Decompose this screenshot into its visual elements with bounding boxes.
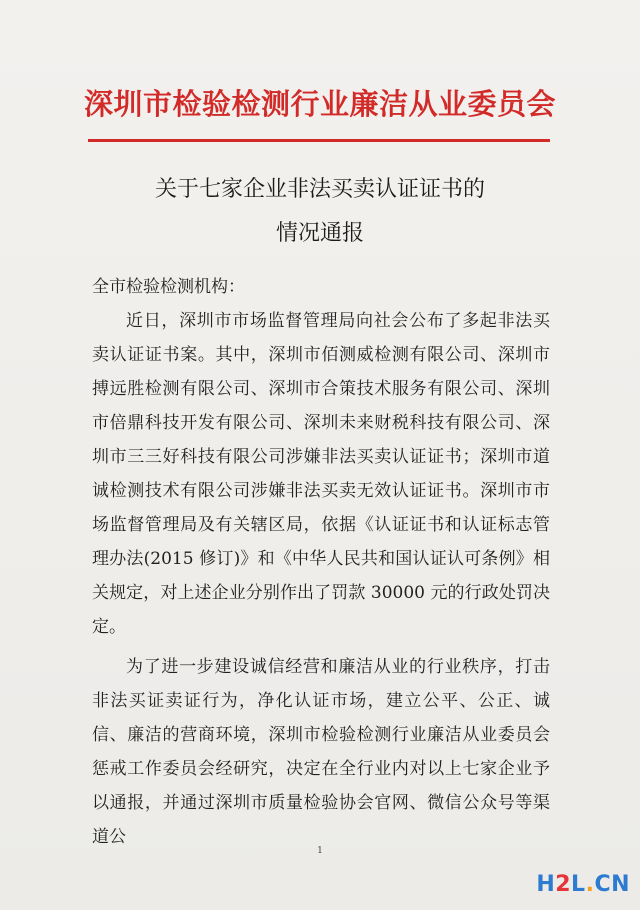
- watermark-part: CN: [594, 872, 630, 897]
- watermark-part: L: [571, 872, 586, 897]
- watermark-part: .: [585, 872, 595, 897]
- body-paragraph-2: 为了进一步建设诚信经营和廉洁从业的行业秩序，打击非法买证卖证行为，净化认证市场，建立公平、公正、诚信、廉洁的营商环境，深圳市检验检测行业廉洁从业委员会惩戒工作委员会经研究，决定在全行业内对以上七家企业予以通报，并通过深圳市质量检验协会官网、微信公众号等渠道公: [92, 657, 550, 847]
- watermark-part: H: [536, 872, 556, 897]
- header-red-rule: [88, 139, 550, 142]
- page-number: 1: [317, 846, 323, 856]
- document-title-line-2: 情况通报: [275, 221, 364, 246]
- watermark-part: 2: [555, 872, 572, 897]
- site-watermark-logo: [536, 872, 630, 897]
- document-title-line-1: 关于七家企业非法买卖认证证书的: [154, 177, 485, 202]
- organization-header: 深圳市检验检测行业廉洁从业委员会: [83, 87, 556, 121]
- body-paragraph-1: 近日，深圳市市场监督管理局向社会公布了多起非法买卖认证证书案。其中，深圳市佰测威检测有限公司、深圳市搏远胜检测有限公司、深圳市合策技术服务有限公司、深圳市倍鼎科技开发有限公司、深圳未来财税科技有限公司、深圳市三三好科技有限公司涉嫌非法买卖认证证书；深圳市道诚检测技术有限公司涉嫌非法买卖无效认证证书。深圳市市场监督管理局及有关辖区局，依据《认证证书和认证标志管理办法(2015 修订)》和《中华人民共和国认证认可条例》相关规定，对上述企业分别作出了罚款 30000 元的行政处罚决定。: [92, 311, 550, 637]
- salutation: 全市检验检测机构：: [92, 277, 245, 297]
